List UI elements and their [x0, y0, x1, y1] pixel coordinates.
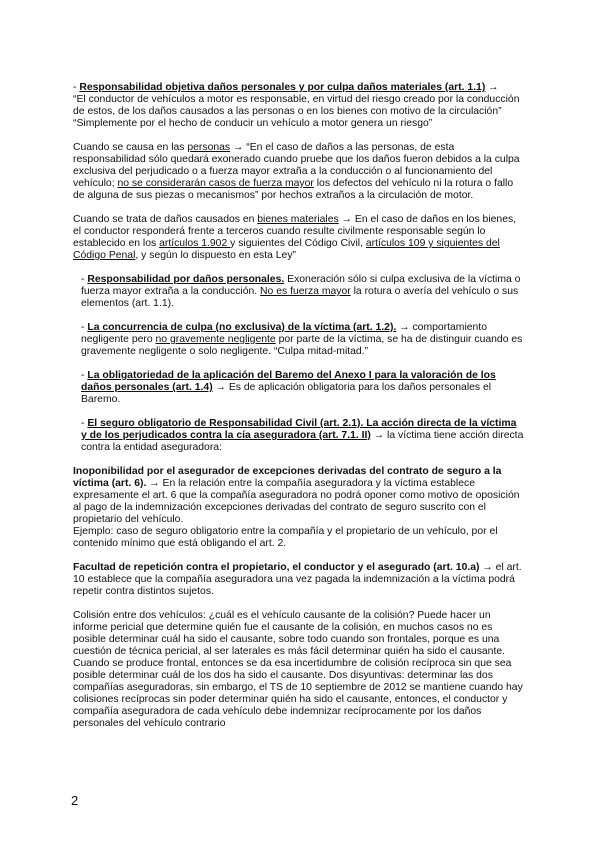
text: y siguientes del Código Civil,	[230, 238, 366, 249]
text: → Es de aplicación obligatoria para los daños personales el Baremo.	[81, 382, 492, 405]
text: → la víctima tiene acción directa contra la entidad aseguradora:	[81, 430, 524, 453]
quote-text: “Simplemente por el hecho de conducir un vehículo a motor genera un riesgo”	[73, 118, 433, 129]
underlined-text: No es fuerza mayor	[260, 286, 351, 297]
underlined-text: no gravemente negligente	[155, 334, 276, 345]
section-concurrent-fault	[73, 322, 525, 358]
section-heading: Facultad de repetición contra el propietario, el conductor y el asegurado (art. 10.a)	[73, 562, 480, 573]
text: , y según lo dispuesto en esta Ley”	[135, 250, 296, 261]
text: → En la relación entre la compañía aseguradora y la víctima establece expresamente el art. 6 que la compañía aseguradora no podrá oponer como motivo de oposición al pago de la indemnización excepciones derivadas del contrato de seguro suscrito con el propietario del vehículo.	[73, 478, 520, 525]
section-heading: Inoponibilidad por el asegurador de excepciones derivadas del contrato de seguro a la víctima (art. 6).	[73, 466, 502, 489]
dash: -	[73, 82, 80, 93]
example-text: Ejemplo: caso de seguro obligatorio entre la compañía y el propietario de un vehículo, por el contenido mínimo que está obligando el art. 2.	[73, 526, 498, 549]
dash: -	[81, 370, 88, 381]
text: → En el caso de daños en los bienes, el conductor responderá frente a terceros cuando resulte civilmente responsable según lo establecido en los	[73, 214, 517, 249]
text: Colisión entre dos vehículos: ¿cuál es el vehículo causante de la colisión? Puede hacer un informe pericial que determine quién fue el causante de la colisión, en muchos casos no es posible determinar cuál ha sido el causante, sobre todo cuando son frontales, porque es una cuestión de técnica pericial, al ser laterales es más fácil determinar quién ha sido el causante. Cuando se produce frontal, entonces se da esa incertidumbre de colisión recíproca sin que sea posible determinar cuál de los dos ha sido el causante. Dos disyuntivas: determinar las dos compañías aseguradoras, sin embargo, el TS de 10 septiembre de 2012 se mantiene cuando hay colisiones recíprocas sin poder determinar quién ha sido el causante, entonces, el conductor y compañía aseguradora de cada vehículo debe indemnizar recíprocamente por los daños personales del vehículo contrario	[73, 610, 523, 729]
page-number: 2	[71, 793, 79, 808]
underlined-text: personas	[187, 142, 231, 153]
text: → comportamiento negligente pero	[81, 322, 487, 345]
quote-text: “El conductor de vehículos a motor es responsable, en virtud del riesgo creado por la conducción de estos, de los daños causados a las personas o en los bienes con motivo de la circulación”	[73, 94, 520, 117]
text: Cuando se causa en las	[73, 142, 188, 153]
section-personal-liability	[73, 274, 525, 310]
section-heading: El seguro obligatorio de Responsabilidad Civil (art. 2.1). La acción directa de la víctima y de los perjudicados contra la cía aseguradora (art. 7.1. II)	[81, 418, 517, 441]
section-objective-liability	[73, 82, 525, 130]
section-right-of-recovery	[73, 562, 525, 598]
text: → “En el caso de daños a las personas, de esta responsabilidad sólo quedará exonerado cuando pruebe que los daños fueron debidos a la culpa exclusiva del perjudicado o a fuerza mayor extraña a la conducción o al funcionamiento del vehículo;	[73, 142, 520, 189]
paragraph-personal-damage	[73, 142, 525, 202]
arrow: →	[485, 82, 499, 93]
dash: -	[81, 322, 88, 333]
text: la rotura o avería del vehículo o sus elementos (art. 1.1).	[81, 286, 519, 309]
text: Exoneración sólo si culpa exclusiva de la víctima o fuerza mayor extraña a la conducción.	[81, 274, 521, 297]
text: Cuando se trata de daños causados en	[73, 214, 258, 225]
paragraph-collision	[73, 610, 525, 730]
underlined-text: artículos 1.902	[159, 238, 231, 249]
section-compulsory-insurance	[73, 418, 525, 454]
section-heading: La concurrencia de culpa (no exclusiva) de la víctima (art. 1.2).	[87, 322, 397, 333]
paragraph-material-damage	[73, 214, 525, 262]
underlined-text: bienes materiales	[257, 214, 339, 225]
section-heading: Responsabilidad objetiva daños personales y por culpa daños materiales (art. 1.1)	[79, 82, 486, 93]
text: → el art. 10 establece que la compañía aseguradora una vez pagada la indemnización a la víctima podrá repetir contra distintos sujetos.	[73, 562, 522, 597]
dash: -	[81, 274, 88, 285]
section-heading: Responsabilidad por daños personales.	[87, 274, 285, 285]
section-heading: La obligatoriedad de la aplicación del Baremo del Anexo I para la valoración de los daños personales (art. 1.4)	[81, 370, 496, 393]
text: los defectos del vehículo ni la rotura o fallo de alguna de sus piezas o mecanismos” por hechos extraños a la circulación de motor.	[73, 178, 514, 201]
underlined-text: no se considerarán casos de fuerza mayor	[117, 178, 314, 189]
section-unenforceability	[73, 466, 525, 550]
section-baremo	[73, 370, 525, 406]
text: por parte de la víctima, se ha de distinguir cuando es gravemente negligente o solo negligente. “Culpa mitad-mitad.”	[81, 334, 523, 357]
underlined-text: artículos 109 y siguientes del Código Penal	[73, 238, 500, 261]
dash: -	[81, 418, 88, 429]
document-body	[73, 82, 525, 730]
